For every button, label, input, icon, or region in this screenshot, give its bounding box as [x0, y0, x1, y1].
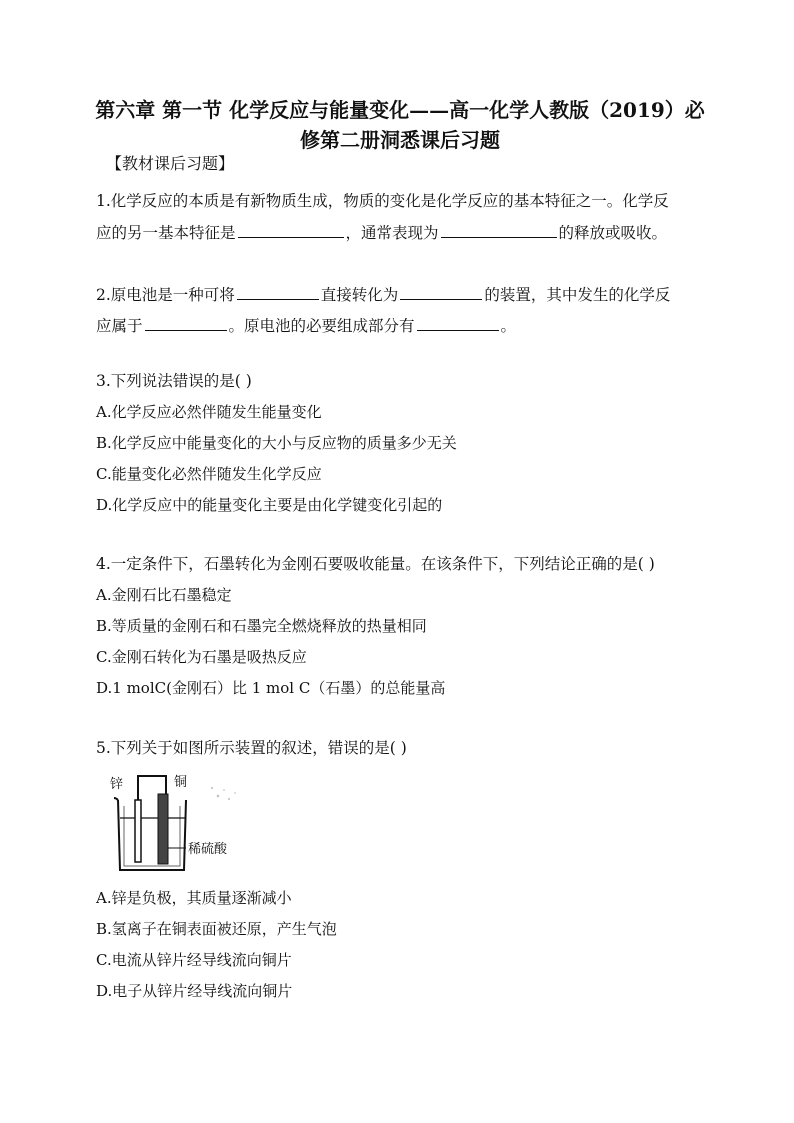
q4-stem: 4.一定条件下，石墨转化为金刚石要吸收能量。在该条件下，下列结论正确的是( ): [96, 555, 655, 573]
q2-text-e: 。原电池的必要组成部分有: [228, 317, 415, 335]
q4-option-b: B.等质量的金刚石和石墨完全燃烧释放的热量相同: [96, 617, 427, 635]
q2-blank-2[interactable]: [400, 283, 482, 300]
q3-option-d: D.化学反应中的能量变化主要是由化学键变化引起的: [96, 496, 443, 514]
q3-option-a: A.化学反应必然伴随发生能量变化: [96, 403, 322, 421]
q5-option-c: C.电流从锌片经导线流向铜片: [96, 951, 292, 969]
q2-text-b: 直接转化为: [320, 286, 399, 304]
q2-text-d: 应属于: [96, 317, 143, 335]
copper-electrode: [158, 794, 168, 864]
section-heading: 【教材课后习题】: [106, 154, 235, 173]
document-title-line-2: 修第二册洞悉课后习题: [300, 128, 500, 152]
galvanic-cell-figure: [100, 770, 240, 878]
q4-option-a: A.金刚石比石墨稳定: [96, 586, 232, 604]
zinc-electrode: [135, 800, 141, 862]
q2-line-2: [96, 314, 706, 337]
q1-text-a: 应的另一基本特征是: [96, 224, 236, 242]
q4-option-d: D.1 molC(金刚石）比 1 mol C（石墨）的总能量高: [96, 679, 446, 697]
q2-blank-4[interactable]: [417, 314, 499, 331]
q2-blank-3[interactable]: [145, 314, 227, 331]
q5-stem: 5.下列关于如图所示装置的叙述，错误的是( ): [96, 739, 407, 757]
q4-option-c: C.金刚石转化为石墨是吸热反应: [96, 648, 307, 666]
q2-text-c: 的装置，其中发生的化学反: [484, 286, 671, 304]
q2-text-a: 2.原电池是一种可将: [96, 286, 235, 304]
q3-option-b: B.化学反应中能量变化的大小与反应物的质量多少无关: [96, 434, 457, 452]
q1-text-b: ，通常表现为: [345, 224, 439, 242]
q1-line-2: [96, 221, 706, 244]
copper-label: 铜: [174, 775, 188, 790]
document-title-line-1: 第六章 第一节 化学反应与能量变化——高一化学人教版（2019）必: [95, 98, 705, 122]
acid-label: 稀硫酸: [188, 842, 228, 857]
q3-option-c: C.能量变化必然伴随发生化学反应: [96, 465, 322, 483]
q1-line-1: 1.化学反应的本质是有新物质生成，物质的变化是化学反应的基本特征之一。化学反: [96, 192, 669, 210]
q5-option-d: D.电子从锌片经导线流向铜片: [96, 982, 293, 1000]
q2-line-1: [96, 283, 706, 306]
q1-blank-2[interactable]: [441, 221, 557, 238]
q2-text-f: 。: [500, 317, 517, 335]
q1-text-c: 的释放或吸收。: [558, 224, 668, 242]
q3-stem: 3.下列说法错误的是( ): [96, 372, 252, 390]
q2-blank-1[interactable]: [237, 283, 319, 300]
q5-option-a: A.锌是负极，其质量逐渐减小: [96, 889, 292, 907]
zinc-label: 锌: [110, 777, 124, 792]
q1-blank-1[interactable]: [238, 221, 344, 238]
q5-option-b: B.氢离子在铜表面被还原，产生气泡: [96, 920, 337, 938]
